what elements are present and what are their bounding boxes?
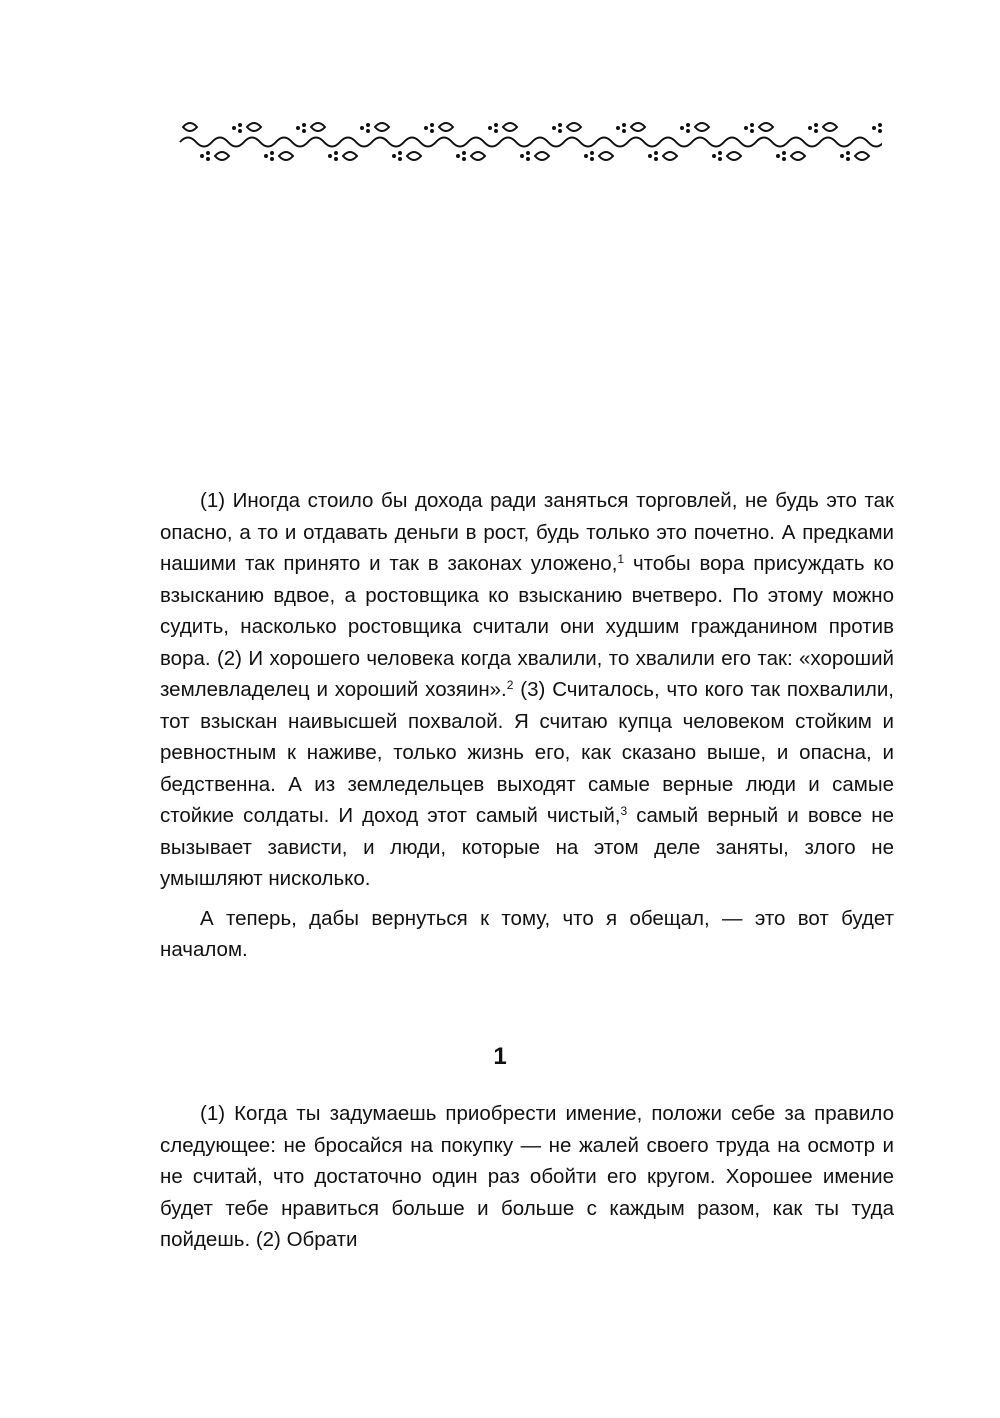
berry-dot [302,123,306,127]
intro-paragraph-1 [160,485,894,895]
berry-dot [494,123,498,127]
intro-text-segment-2: чтобы вора присуждать ко взысканию вдвое, а ростовщика ко взысканию вчетверо. По этому можно судить, насколько ростовщика считали они худшим гражданином против вора. (2) И хорошего человека когда хвалили, то хвалили его так: «хороший землевладелец и хороший хозяин». [160,552,895,701]
berry-dot [712,154,716,158]
berry-dot [622,123,626,127]
berry-dot [750,123,754,127]
chapter-text [160,1098,894,1256]
berry-dot [654,157,658,161]
berry-dot [654,151,658,155]
leaf-shape [343,152,357,160]
berry-dot [814,123,818,127]
berry-dot [680,126,684,130]
leaf-shape [279,152,293,160]
berry-dot [334,157,338,161]
berry-dot [744,126,748,130]
chapter-number: 1 [493,1043,507,1070]
berry-dot [200,154,204,158]
berry-dot [238,123,242,127]
leaf-shape [503,123,517,131]
berry-dot [782,157,786,161]
berry-dot [846,157,850,161]
berry-dot [872,126,876,130]
berry-dot [718,151,722,155]
floral-vine-border-icon [176,118,882,166]
footnote-marker-3: 3 [620,804,628,818]
berry-dot [558,129,562,133]
intro-text-segment-1: (1) Иногда стоило бы дохода ради заняться торговлей, не будь это так опасно, а то и отдавать деньги в рост, будь только это почетно. А предками нашими так принято и так в законах уложено, [160,489,894,575]
berry-dot [264,154,268,158]
leaf-shape [375,123,389,131]
berry-dot [686,129,690,133]
berry-dot [456,154,460,158]
berry-dot [398,151,402,155]
leaf-shape [599,152,613,160]
berry-dot [526,157,530,161]
intro-text [160,485,894,966]
leaf-shape [727,152,741,160]
leaf-shape [567,123,581,131]
berry-dot [776,154,780,158]
berry-dot [366,129,370,133]
intro-text-segment-3: (3) Считалось, что кого так похвалили, тот взыскан наивысшей похвалой. Я считаю купца человеком стойким и ревностным к наживе, только жизнь его, как сказано выше, и опасна, и бедственна. А из земледельцев выходят самые верные люди и самые стойкие солдаты. И доход этот самый чистый, [160,678,894,827]
vine-stroke [180,138,882,147]
footnote-marker-1: 1 [617,552,625,566]
leaf-shape [759,123,773,131]
berry-dot [526,151,530,155]
berry-dot [360,126,364,130]
berry-dot [328,154,332,158]
berry-dot [622,129,626,133]
berry-dot [590,151,594,155]
berry-dot [616,126,620,130]
berry-dot [430,123,434,127]
berry-dot [840,154,844,158]
berry-dot [750,129,754,133]
berry-dot [238,129,242,133]
leaf-shape [215,152,229,160]
leaf-shape [695,123,709,131]
leaf-shape [183,123,197,131]
leaf-shape [471,152,485,160]
berry-dot [590,157,594,161]
berry-dot [462,151,466,155]
berry-dot [782,151,786,155]
berry-dot [296,126,300,130]
berry-dot [584,154,588,158]
leaf-shape [439,123,453,131]
berry-dot [814,129,818,133]
berry-dot [232,126,236,130]
berry-dot [494,129,498,133]
leaf-shape [311,123,325,131]
berry-dot [718,157,722,161]
berry-dot [398,157,402,161]
berry-dot [270,157,274,161]
berry-dot [270,151,274,155]
berry-dot [878,123,882,127]
chapter-paragraph-1: (1) Когда ты задумаешь приобрести имение, положи себе за правило следующее: не бросайся на покупку — не жалей своего труда на осмотр и не считай, что достаточно один раз обойти его кругом. Хорошее имение будет тебе нравиться больше и больше с каждым разом, как ты туда пойдешь. (2) Обрати [160,1102,894,1251]
berry-dot [430,129,434,133]
berry-dot [302,129,306,133]
berry-dot [424,126,428,130]
berry-dot [846,151,850,155]
berry-dot [878,129,882,133]
berry-dot [206,157,210,161]
berry-dot [558,123,562,127]
leaf-shape [663,152,677,160]
berry-dot [334,151,338,155]
intro-paragraph-2: А теперь, дабы вернуться к тому, что я обещал, — это вот будет началом. [160,906,894,961]
leaf-shape [535,152,549,160]
leaf-shape [823,123,837,131]
intro-text-segment-4: самый верный и вовсе не вызывает зависти, и люди, которые на этом деле заняты, злого не умышляют нисколько. [160,804,894,890]
berry-dot [392,154,396,158]
berry-dot [462,157,466,161]
leaf-shape [247,123,261,131]
leaf-shape [407,152,421,160]
berry-dot [686,123,690,127]
leaf-shape [631,123,645,131]
leaf-shape [791,152,805,160]
berry-dot [206,151,210,155]
berry-dot [808,126,812,130]
leaf-shape [855,152,869,160]
berry-dot [648,154,652,158]
footnote-marker-2: 2 [506,678,514,692]
berry-dot [552,126,556,130]
berry-dot [366,123,370,127]
berry-dot [488,126,492,130]
berry-dot [520,154,524,158]
